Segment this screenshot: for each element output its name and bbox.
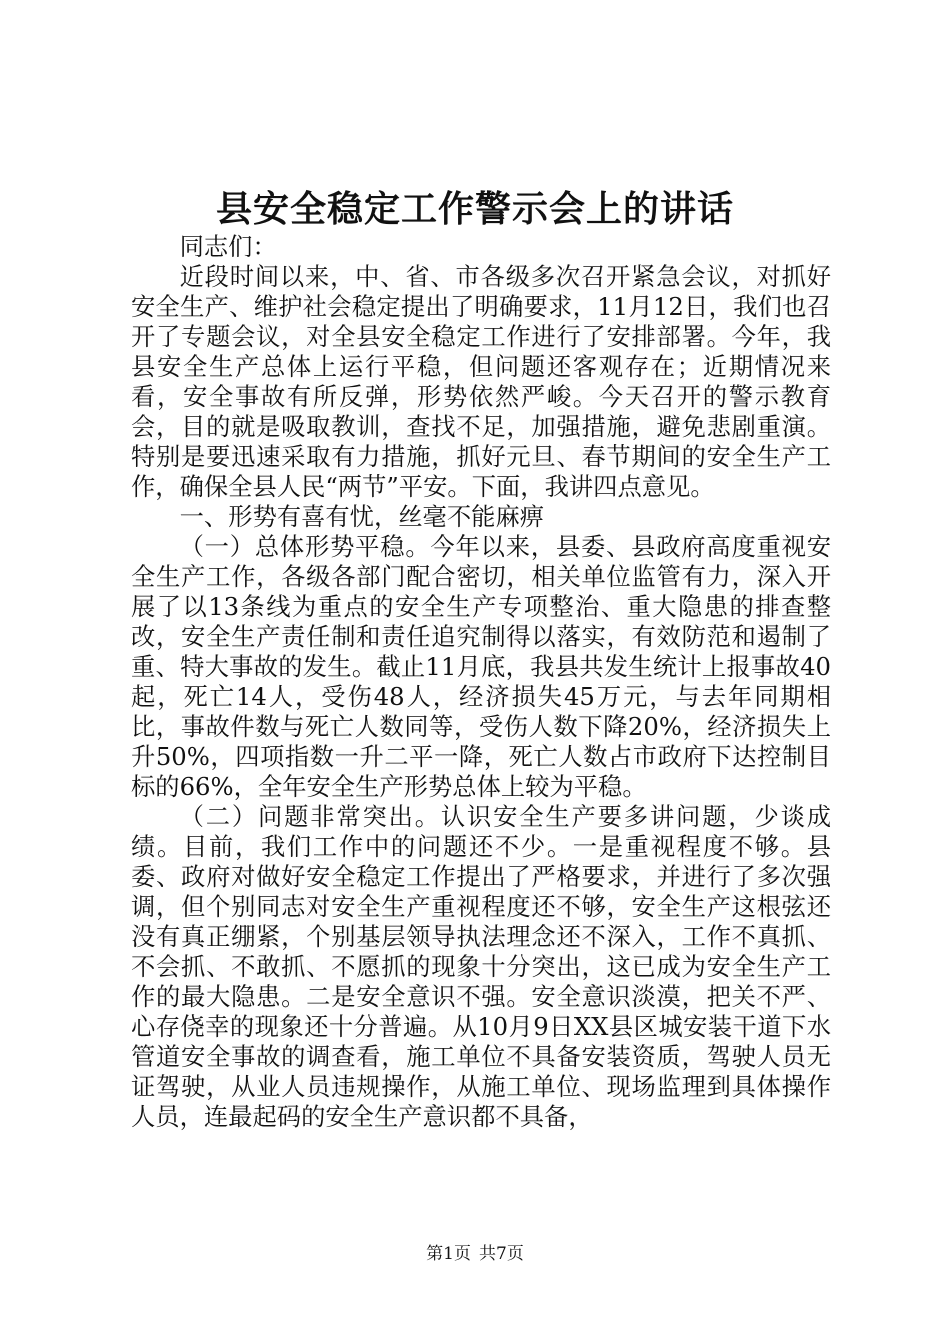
document-title: 县安全稳定工作警示会上的讲话 (215, 188, 734, 230)
document-body (131, 232, 831, 1132)
page-number: 第1页 (426, 1244, 471, 1264)
page-total: 共7页 (479, 1244, 524, 1264)
subsection-paragraph-1: （一）总体形势平稳。今年以来，县委、县政府高度重视安全生产工作，各级各部门配合密切，相关单位监管有力，深入开展了以13条线为重点的安全生产专项整治、重大隐患的排查整改，安全生产责任制和责任追究制得以落实，有效防范和遏制了重、特大事故的发生。截止11月底，我县共发生统计上报事故40起，死亡14人，受伤48人，经济损失45万元，与去年同期相比，事故件数与死亡人数同等，受伤人数下降20%，经济损失上升50%，四项指数一升二平一降，死亡人数占市政府下达控制目标的66%，全年安全生产形势总体上较为平稳。 (131, 532, 831, 801)
intro-paragraph: 近段时间以来，中、省、市各级多次召开紧急会议，对抓好安全生产、维护社会稳定提出了明确要求，11月12日，我们也召开了专题会议，对全县安全稳定工作进行了安排部署。今年，我县安全生产总体上运行平稳，但问题还客观存在；近期情况来看，安全事故有所反弹，形势依然严峻。今天召开的警示教育会，目的就是吸取教训，查找不足，加强措施，避免悲剧重演。特别是要迅速采取有力措施，抓好元旦、春节期间的安全生产工作，确保全县人民“两节”平安。下面，我讲四点意见。 (131, 262, 831, 501)
page-footer (0, 1242, 950, 1266)
section-heading-1: 一、形势有喜有忧，丝毫不能麻痹 (179, 502, 545, 531)
subsection-paragraph-2: （二）问题非常突出。认识安全生产要多讲问题，少谈成绩。目前，我们工作中的问题还不少。一是重视程度不够。县委、政府对做好安全稳定工作提出了严格要求，并进行了多次强调，但个别同志对安全生产重视程度还不够，安全生产这根弦还没有真正绷紧，个别基层领导执法理念还不深入，工作不真抓、不会抓、不敢抓、不愿抓的现象十分突出，这已成为安全生产工作的最大隐患。二是安全意识不强。安全意识淡漠，把关不严、心存侥幸的现象还十分普遍。从10月9日XX县区城安装干道下水管道安全事故的调查看，施工单位不具备安装资质，驾驶人员无证驾驶，从业人员违规操作，从施工单位、现场监理到具体操作人员，连最起码的安全生产意识都不具备， (131, 802, 831, 1131)
salutation-paragraph: 同志们： (179, 232, 277, 261)
